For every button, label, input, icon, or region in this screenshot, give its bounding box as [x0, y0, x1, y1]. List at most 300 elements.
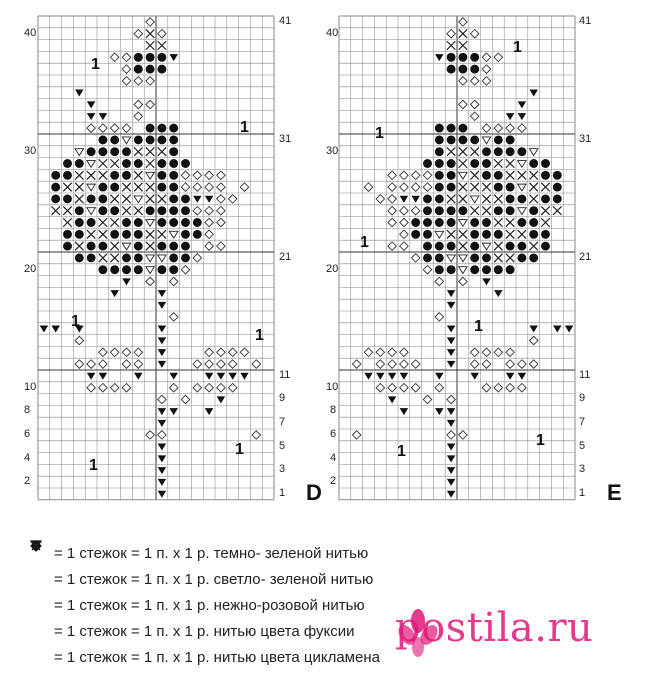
fuchsia-stitch [157, 65, 166, 74]
dark-green-stitch [518, 373, 526, 380]
light-green-stitch [388, 195, 396, 203]
fuchsia-stitch [181, 253, 190, 262]
cyclamen-stitch [494, 159, 502, 167]
pink-stitch [169, 231, 177, 238]
chart-d-left-label: 6 [24, 428, 31, 440]
fuchsia-stitch [482, 230, 491, 239]
fuchsia-stitch [75, 253, 84, 262]
fuchsia-stitch [110, 147, 119, 156]
light-green-stitch [205, 242, 213, 250]
fuchsia-stitch [181, 159, 190, 168]
legend-text: = 1 стежок = 1 п. х 1 р. темно- зеленой нитью [54, 544, 369, 562]
fuchsia-stitch [435, 242, 444, 251]
light-green-stitch [506, 124, 514, 132]
light-green-stitch [110, 53, 118, 61]
light-green-stitch [122, 77, 130, 85]
fuchsia-stitch [98, 147, 107, 156]
pink-stitch [134, 196, 142, 203]
cyclamen-stitch [529, 242, 537, 250]
fuchsia-stitch [134, 135, 143, 144]
dark-green-stitch [529, 90, 537, 97]
light-green-stitch [411, 206, 419, 214]
dark-green-stitch [193, 196, 201, 203]
light-green-stitch [470, 100, 478, 108]
dark-green-stitch [158, 455, 166, 462]
fuchsia-stitch [134, 242, 143, 251]
dark-green-stitch [447, 491, 455, 498]
legend-text: = 1 стежок = 1 п. х 1 р. нежно-розовой нитью [54, 596, 365, 614]
light-green-stitch [158, 431, 166, 439]
fuchsia-stitch [181, 206, 190, 215]
light-green-stitch [169, 383, 177, 391]
cyclamen-stitch [459, 242, 467, 250]
cyclamen-stitch [146, 183, 154, 191]
cyclamen-stitch [459, 159, 467, 167]
pink-stitch [459, 172, 467, 179]
light-green-stitch [205, 171, 213, 179]
fuchsia-stitch [110, 206, 119, 215]
fuchsia-stitch [517, 147, 526, 156]
light-green-stitch [217, 218, 225, 226]
fuchsia-stitch [435, 124, 444, 133]
fuchsia-stitch [169, 159, 178, 168]
fuchsia-stitch [435, 183, 444, 192]
fuchsia-stitch [87, 253, 96, 262]
fuchsia-stitch [447, 171, 456, 180]
light-green-stitch [518, 124, 526, 132]
cyclamen-stitch [110, 159, 118, 167]
light-green-stitch [376, 195, 384, 203]
light-green-stitch [459, 18, 467, 26]
fuchsia-stitch [134, 253, 143, 262]
light-green-stitch [470, 29, 478, 37]
light-green-stitch [494, 124, 502, 132]
light-green-stitch [217, 195, 225, 203]
cyclamen-stitch [470, 206, 478, 214]
fuchsia-stitch [157, 265, 166, 274]
light-green-stitch [447, 395, 455, 403]
light-green-stitch [87, 360, 95, 368]
fuchsia-stitch [51, 171, 60, 180]
light-green-stitch [447, 29, 455, 37]
fuchsia-stitch [494, 147, 503, 156]
fuchsia-stitch [75, 218, 84, 227]
light-green-stitch [75, 336, 83, 344]
chart-d-repeat-number: 1 [91, 56, 100, 73]
fuchsia-stitch [181, 194, 190, 203]
dark-green-stitch [99, 113, 107, 120]
dark-green-stitch [447, 408, 455, 415]
chart-e-right-label: 5 [579, 440, 586, 452]
cyclamen-stitch [506, 218, 514, 226]
light-green-stitch [470, 360, 478, 368]
fuchsia-stitch [63, 159, 72, 168]
light-green-stitch [506, 360, 514, 368]
dark-green-stitch [388, 373, 396, 380]
fuchsia-stitch [447, 53, 456, 62]
cyclamen-stitch [75, 242, 83, 250]
chart-d-label: D [306, 480, 322, 505]
chart-e-left-label: 20 [326, 263, 339, 275]
dark-green-stitch [529, 326, 537, 333]
cyclamen-stitch [506, 230, 514, 238]
light-green-stitch [193, 254, 201, 262]
cyclamen-stitch [541, 206, 549, 214]
dark-green-stitch [87, 373, 95, 380]
fuchsia-stitch [470, 218, 479, 227]
fuchsia-stitch [435, 135, 444, 144]
dark-green-stitch [158, 337, 166, 344]
fuchsia-stitch [529, 218, 538, 227]
light-green-stitch [87, 124, 95, 132]
dark-green-stitch [482, 278, 490, 285]
light-green-stitch [388, 360, 396, 368]
light-green-stitch [217, 383, 225, 391]
fuchsia-stitch [494, 135, 503, 144]
light-green-stitch [482, 53, 490, 61]
dark-green-stitch [447, 349, 455, 356]
chart-e-right-label: 11 [579, 369, 591, 381]
fuchsia-stitch [423, 218, 432, 227]
pink-stitch [447, 255, 455, 262]
cyclamen-stitch [63, 218, 71, 226]
chart-d-right-label: 21 [279, 251, 292, 263]
cyclamen-stitch [134, 171, 142, 179]
cyclamen-stitch [99, 254, 107, 262]
dark-green-stitch [400, 196, 408, 203]
fuchsia-stitch [181, 218, 190, 227]
legend-item-light-green [30, 566, 380, 592]
cyclamen-stitch [470, 183, 478, 191]
light-green-stitch [376, 360, 384, 368]
fuchsia-stitch [98, 242, 107, 251]
pink-stitch [518, 161, 526, 168]
cyclamen-stitch [146, 195, 154, 203]
cyclamen-stitch [110, 242, 118, 250]
fuchsia-stitch [494, 230, 503, 239]
light-green-stitch [470, 348, 478, 356]
light-green-stitch [158, 395, 166, 403]
light-green-stitch [376, 348, 384, 356]
fuchsia-stitch [134, 159, 143, 168]
fuchsia-stitch [169, 183, 178, 192]
light-green-stitch [87, 383, 95, 391]
light-green-stitch [376, 383, 384, 391]
light-green-stitch [205, 348, 213, 356]
fuchsia-stitch [157, 124, 166, 133]
legend-text: = 1 стежок = 1 п. х 1 р. нитью цвета цикламена [54, 648, 380, 666]
fuchsia-stitch [553, 171, 562, 180]
fuchsia-stitch [541, 159, 550, 168]
legend-item-cyclamen [30, 644, 380, 670]
light-green-stitch [99, 383, 107, 391]
light-green-stitch [388, 183, 396, 191]
fuchsia-stitch [470, 65, 479, 74]
light-green-stitch [518, 383, 526, 391]
light-green-stitch [193, 171, 201, 179]
light-green-stitch [411, 383, 419, 391]
light-green-stitch [122, 383, 130, 391]
light-green-stitch [134, 360, 142, 368]
pink-stitch [482, 243, 490, 250]
fuchsia-stitch [541, 171, 550, 180]
fuchsia-stitch [146, 65, 155, 74]
fuchsia-stitch [494, 171, 503, 180]
cyclamen-stitch [518, 230, 526, 238]
light-green-stitch [240, 183, 248, 191]
fuchsia-stitch [447, 159, 456, 168]
light-green-stitch [122, 53, 130, 61]
dark-green-stitch [205, 373, 213, 380]
fuchsia-stitch [110, 135, 119, 144]
dark-green-stitch [205, 408, 213, 415]
fuchsia-stitch [506, 242, 515, 251]
light-green-stitch [205, 206, 213, 214]
dark-green-stitch [506, 373, 514, 380]
cyclamen-stitch [75, 195, 83, 203]
fuchsia-stitch [98, 206, 107, 215]
dark-green-stitch [169, 54, 177, 61]
cyclamen-stitch [99, 171, 107, 179]
pink-stitch [482, 137, 490, 144]
legend-text: = 1 стежок = 1 п. х 1 р. светло- зеленой нитью [54, 570, 374, 588]
dark-green-stitch [87, 113, 95, 120]
light-green-stitch [494, 53, 502, 61]
fuchsia-stitch [482, 171, 491, 180]
fuchsia-stitch [87, 242, 96, 251]
fuchsia-stitch [63, 242, 72, 251]
cyclamen-stitch [134, 147, 142, 155]
dark-green-stitch [205, 196, 213, 203]
fuchsia-stitch [157, 242, 166, 251]
light-green-stitch [506, 383, 514, 391]
legend-item-pink [30, 592, 380, 618]
fuchsia-stitch [517, 194, 526, 203]
chart-d-right-label: 41 [279, 15, 292, 27]
light-green-stitch [228, 195, 236, 203]
fuchsia-stitch [447, 242, 456, 251]
fuchsia-stitch [181, 242, 190, 251]
light-green-stitch [388, 206, 396, 214]
dark-green-stitch [169, 408, 177, 415]
cyclamen-stitch [146, 159, 154, 167]
chart-d-left-label: 40 [24, 27, 37, 39]
dark-green-stitch [158, 326, 166, 333]
fuchsia-stitch [169, 242, 178, 251]
fuchsia-stitch [506, 147, 515, 156]
fuchsia-stitch [157, 53, 166, 62]
fuchsia-stitch [169, 253, 178, 262]
chart-e-left-label: 8 [330, 404, 337, 416]
chart-e-left-label: 10 [326, 381, 339, 393]
light-green-stitch [400, 206, 408, 214]
pink-stitch [459, 267, 467, 274]
light-green-stitch [228, 348, 236, 356]
dark-green-stitch [51, 326, 59, 333]
light-green-stitch [122, 360, 130, 368]
fuchsia-stitch [494, 183, 503, 192]
light-green-stitch [134, 100, 142, 108]
fuchsia-stitch [134, 265, 143, 274]
light-green-stitch [134, 112, 142, 120]
fuchsia-stitch [122, 218, 131, 227]
cyclamen-stitch [110, 254, 118, 262]
dark-green-stitch [494, 290, 502, 297]
pink-stitch [529, 149, 537, 156]
chart-e-right-label: 41 [579, 15, 592, 27]
fuchsia-stitch [169, 124, 178, 133]
fuchsia-stitch [482, 218, 491, 227]
fuchsia-stitch [157, 218, 166, 227]
chart-e-right-label: 7 [579, 416, 586, 428]
dark-green-stitch [158, 408, 166, 415]
fuchsia-stitch [435, 218, 444, 227]
fuchsia-stitch [470, 159, 479, 168]
fuchsia-stitch [169, 194, 178, 203]
dark-green-stitch [217, 373, 225, 380]
cyclamen-stitch [99, 159, 107, 167]
light-green-stitch [459, 431, 467, 439]
chart-e-repeat-number: 1 [375, 125, 384, 142]
light-green-stitch [181, 265, 189, 273]
fuchsia-stitch [134, 65, 143, 74]
fuchsia-stitch [482, 265, 491, 274]
light-green-stitch [423, 171, 431, 179]
light-green-stitch [134, 77, 142, 85]
light-green-stitch [217, 206, 225, 214]
dark-green-stitch [506, 113, 514, 120]
fuchsia-stitch [517, 253, 526, 262]
light-green-stitch [146, 100, 154, 108]
chart-e-repeat-number: 1 [474, 318, 483, 335]
dark-green-stitch [447, 444, 455, 451]
dark-green-stitch [110, 290, 118, 297]
light-green-stitch [364, 183, 372, 191]
fuchsia-stitch [482, 147, 491, 156]
watermark-text: postila.ru [395, 605, 594, 651]
fuchsia-stitch [517, 242, 526, 251]
pink-stitch [470, 196, 478, 203]
light-green-stitch [181, 395, 189, 403]
dark-green-stitch [411, 196, 419, 203]
dark-green-stitch [99, 373, 107, 380]
fuchsia-stitch [63, 171, 72, 180]
cyclamen-stitch [158, 147, 166, 155]
fuchsia-stitch [482, 253, 491, 262]
dark-green-stitch [518, 101, 526, 108]
light-green-stitch [506, 348, 514, 356]
cyclamen-stitch [447, 41, 455, 49]
fuchsia-stitch [470, 265, 479, 274]
pink-stitch [518, 184, 526, 191]
fuchsia-stitch [482, 159, 491, 168]
light-green-stitch [388, 348, 396, 356]
fuchsia-stitch [122, 265, 131, 274]
cyclamen-stitch [470, 147, 478, 155]
cyclamen-stitch [63, 183, 71, 191]
fuchsia-stitch [447, 183, 456, 192]
dark-green-stitch [435, 408, 443, 415]
dark-green-stitch [158, 444, 166, 451]
legend-text: = 1 стежок = 1 п. х 1 р. нитью цвета фуксии [54, 622, 355, 640]
light-green-stitch [364, 348, 372, 356]
dark-green-stitch [217, 396, 225, 403]
fuchsia-stitch [157, 171, 166, 180]
chart-d-left-label: 20 [24, 263, 37, 275]
cyclamen-stitch [541, 183, 549, 191]
light-green-stitch [193, 183, 201, 191]
dark-green-stitch [134, 373, 142, 380]
fuchsia-stitch [447, 135, 456, 144]
legend-item-dark-green [30, 540, 380, 566]
fuchsia-stitch [134, 218, 143, 227]
dark-green-stitch [158, 420, 166, 427]
light-green-stitch [217, 348, 225, 356]
light-green-stitch [240, 348, 248, 356]
fuchsia-stitch [470, 135, 479, 144]
fuchsia-stitch [458, 124, 467, 133]
dark-green-stitch [447, 420, 455, 427]
light-green-stitch [435, 277, 443, 285]
cyclamen-stitch [529, 171, 537, 179]
light-green-stitch [470, 112, 478, 120]
cyclamen-stitch [122, 206, 130, 214]
fuchsia-stitch [470, 242, 479, 251]
dark-green-stitch [158, 491, 166, 498]
chart-e-label: E [607, 480, 622, 505]
cyclamen-stitch [470, 171, 478, 179]
dark-green-stitch [169, 373, 177, 380]
fuchsia-stitch [423, 159, 432, 168]
fuchsia-stitch [470, 53, 479, 62]
light-green-stitch [494, 383, 502, 391]
light-green-stitch [205, 383, 213, 391]
chart-e-repeat-number: 1 [536, 432, 545, 449]
light-green-stitch [470, 77, 478, 85]
dark-green-stitch [447, 361, 455, 368]
cyclamen-stitch [541, 218, 549, 226]
dark-green-stitch [158, 302, 166, 309]
light-green-stitch [122, 65, 130, 73]
fuchsia-stitch [51, 183, 60, 192]
light-green-stitch [193, 383, 201, 391]
fuchsia-stitch [458, 135, 467, 144]
dark-green-stitch [447, 479, 455, 486]
light-green-stitch [217, 183, 225, 191]
fuchsia-stitch [529, 206, 538, 215]
fuchsia-stitch [87, 218, 96, 227]
fuchsia-stitch [435, 194, 444, 203]
fuchsia-stitch [423, 253, 432, 262]
fuchsia-stitch [458, 206, 467, 215]
light-green-stitch [482, 77, 490, 85]
dark-green-stitch [388, 396, 396, 403]
cyclamen-stitch [146, 147, 154, 155]
cyclamen-stitch [494, 254, 502, 262]
light-green-stitch [158, 29, 166, 37]
watermark [395, 605, 593, 651]
fuchsia-stitch [435, 147, 444, 156]
fuchsia-stitch [87, 194, 96, 203]
pink-stitch [518, 208, 526, 215]
cyclamen-stitch [87, 171, 95, 179]
light-green-stitch [482, 348, 490, 356]
fuchsia-stitch [529, 159, 538, 168]
light-green-stitch [435, 313, 443, 321]
light-green-stitch [193, 360, 201, 368]
light-green-stitch [205, 183, 213, 191]
fuchsia-stitch [63, 194, 72, 203]
